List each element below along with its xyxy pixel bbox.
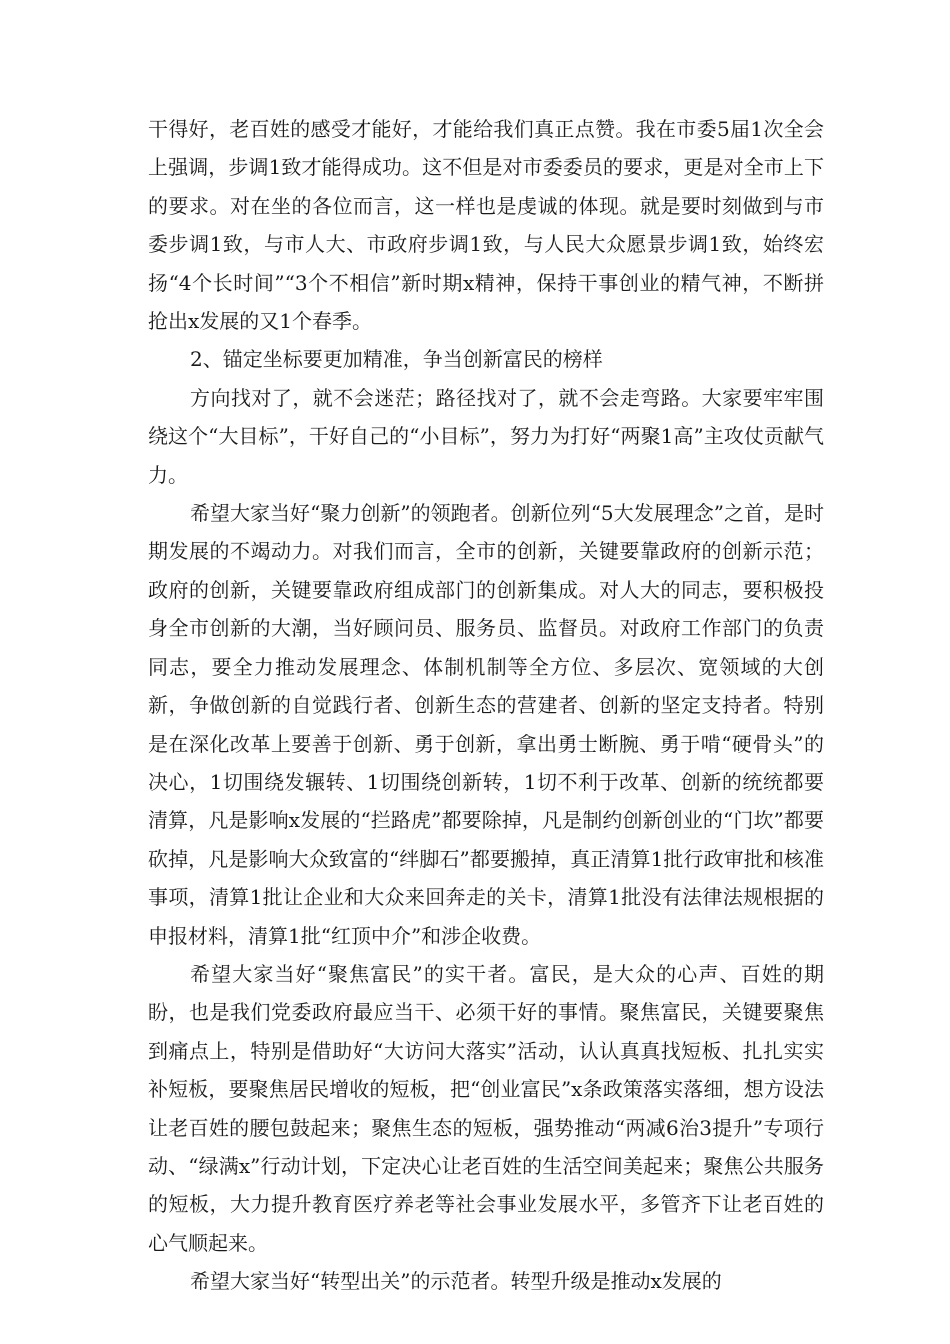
paragraph: 希望大家当好“聚焦富民”的实干者。富民，是大众的心声、百姓的期盼，也是我们党委政府最应当干、必须干好的事情。聚焦富民，关键要聚焦到痛点上，特别是借助好“大访问大落实”活动，认认真真找短板、扎扎实实补短板，要聚焦居民增收的短板，把“创业富民”x条政策落实落细，想方设法让老百姓的腰包鼓起来；聚焦生态的短板，强势推动“两减6治3提升”专项行动、“绿满x”行动计划，下定决心让老百姓的生活空间美起来；聚焦公共服务的短板，大力提升教育医疗养老等社会事业发展水平，多管齐下让老百姓的心气顺起来。: [148, 961, 824, 1255]
paragraph: 希望大家当好“聚力创新”的领跑者。创新位列“5大发展理念”之首，是时期发展的不竭动力。对我们而言，全市的创新，关键要靠政府的创新示范；政府的创新，关键要靠政府组成部门的创新集成。对人大的同志，要积极投身全市创新的大潮，当好顾问员、服务员、监督员。对政府工作部门的负责同志，要全力推动发展理念、体制机制等全方位、多层次、宽领域的大创新，争做创新的自觉践行者、创新生态的营建者、创新的坚定支持者。特别是在深化改革上要善于创新、勇于创新，拿出勇士断腕、勇于啃“硬骨头”的决心，1切围绕发辗转、1切围绕创新转，1切不利于改革、创新的统统都要清算，凡是影响x发展的“拦路虎”都要除掉，凡是制约创新创业的“门坎”都要砍掉，凡是影响大众致富的“绊脚石”都要搬掉，真正清算1批行政审批和核准事项，清算1批让企业和大众来回奔走的关卡，清算1批没有法律法规根据的申报材料，清算1批“红顶中介”和涉企收费。: [148, 501, 824, 948]
paragraph-continued: 干得好，老百姓的感受才能好，才能给我们真正点赞。我在市委5届1次全会上强调，步调1致才能得成功。这不但是对市委委员的要求，更是对全市上下的要求。对在坐的各位而言，这一样也是虔诚的体现。就是要时刻做到与市委步调1致，与市人大、市政府步调1致，与人民大众愿景步调1致，始终宏扬“4个长时间”“3个不相信”新时期x精神，保持干事创业的精气神，不断拼抢出x发展的又1个春季。: [148, 117, 824, 334]
section-heading: 2、锚定坐标要更加精准，争当创新富民的榜样: [190, 347, 603, 372]
paragraph: 希望大家当好“转型出关”的示范者。转型升级是推动x发展的: [190, 1269, 722, 1294]
document-page: [148, 110, 824, 1301]
paragraph: 方向找对了，就不会迷茫；路径找对了，就不会走弯路。大家要牢牢围绕这个“大目标”，干好自己的“小目标”，努力为打好“两聚1高”主攻仗贡献气力。: [148, 385, 824, 487]
